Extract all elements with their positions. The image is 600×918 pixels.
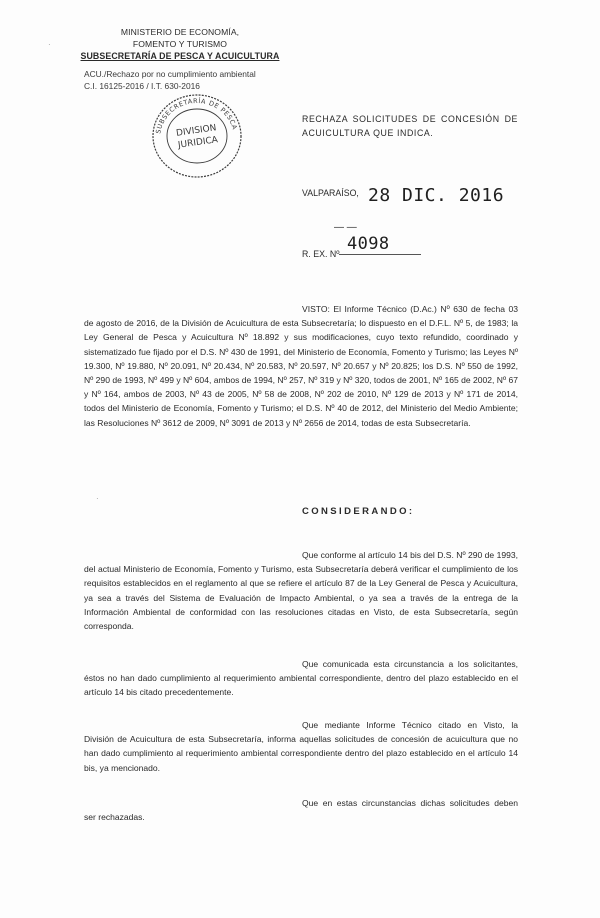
- resolution-date: 28 DIC. 2016: [368, 185, 505, 206]
- ministry-line-2: FOMENTO Y TURISMO: [132, 39, 228, 49]
- considerando-paragraph-3: Que mediante Informe Técnico citado en Visto, la División de Acuicultura de esta Subsecretaría, informa aquellas solicitudes de concesión de acuicultura que no han dado cumplimiento al requerimiento ambiental correspondiente dentro del plazo establecido en el artículo 14 bis, ya mencionado.: [84, 720, 518, 773]
- considerando-heading: CONSIDERANDO:: [302, 506, 415, 517]
- resolution-number: 4098: [339, 234, 421, 255]
- considerando-paragraph-1: Que conforme al artículo 14 bis del D.S. Nº 290 de 1993, del actual Ministerio de Economía, Fomento y Turismo, esta Subsecretaría deberá verificar el cumplimiento de los requisitos establecidos en el reglamento al que se refiere el artículo 87 de la Ley General de Pesca y Acuicultura, ya sea a través del Sistema de Evaluación de Impacto Ambiental, o ya sea a través de la entrega de la Información Ambiental de conformidad con las resoluciones citadas en Visto, de esta Subsecretaría, según corresponda.: [84, 550, 518, 632]
- visto-paragraph: VISTO: El Informe Técnico (D.Ac.) Nº 630 de fecha 03 de agosto de 2016, de la División de Acuicultura de esta Subsecretaría; lo dispuesto en el D.F.L. Nº 5, de 1983; la Ley General de Pesca y Acuicultura Nº 18.892 y sus modificaciones, cuyo texto refundido, coordinado y sistematizado fue fijado por el D.S. Nº 430 de 1991, del Ministerio de Economía, Fomento y Turismo; las Leyes Nº 19.300, Nº 19.880, Nº 20.091, Nº 20.434, Nº 20.583, Nº 20.597, Nº 20.657 y Nº 20.825; los D.S. Nº 550 de 1992, Nº 290 de 1993, Nº 499 y Nº 604, ambos de 1994, Nº 257, Nº 319 y Nº 320, todos de 2001, Nº 165 de 2002, Nº 67 y Nº 164, ambos de 2003, Nº 43 de 2005, Nº 58 de 2008, Nº 202 de 2010, Nº 129 de 2013 y Nº 171 de 2014, todos del Ministerio de Economía, Fomento y Turismo; el D.S. Nº 40 de 2012, del Ministerio del Medio Ambiente; las Resoluciones Nº 3612 de 2009, Nº 3091 de 2013 y Nº 2656 de 2014, todas de esta Subsecretaría.: [84, 304, 518, 428]
- letterhead: [80, 26, 280, 62]
- considerando-paragraph-4: Que en estas circunstancias dichas solicitudes deben ser rechazadas.: [84, 798, 518, 823]
- reference-line-1: ACU./Rechazo por no cumplimiento ambiental: [84, 69, 256, 79]
- scan-speck: ·: [96, 494, 99, 503]
- considerando-paragraph-2: Que comunicada esta circunstancia a los solicitantes, éstos no han dado cumplimiento al requerimiento ambiental correspondiente, dentro del plazo establecido en el artículo 14 bis citado precedentemente.: [84, 659, 518, 698]
- division-juridica-seal: [148, 88, 246, 180]
- seal-center-line-1: DIVISION: [175, 123, 218, 139]
- resolution-dash: — —: [334, 222, 357, 233]
- place-label: VALPARAÍSO,: [302, 188, 359, 198]
- scan-speck: ·: [48, 40, 51, 49]
- resolution-subject: RECHAZA SOLICITUDES DE CONCESIÓN DE ACUICULTURA QUE INDICA.: [302, 114, 518, 138]
- reference-line-2: C.I. 16125-2016 / I.T. 630-2016: [84, 81, 200, 91]
- seal-ring-text: SUBSECRETARÍA DE PESCA: [154, 96, 239, 135]
- ministry-line-1: MINISTERIO DE ECONOMÍA,: [120, 27, 240, 37]
- subsecretaria-title: SUBSECRETARÍA DE PESCA Y ACUICULTURA: [80, 51, 280, 61]
- seal-center-line-2: JURIDICA: [177, 135, 219, 151]
- resolution-number-label: R. EX. Nº: [302, 249, 340, 259]
